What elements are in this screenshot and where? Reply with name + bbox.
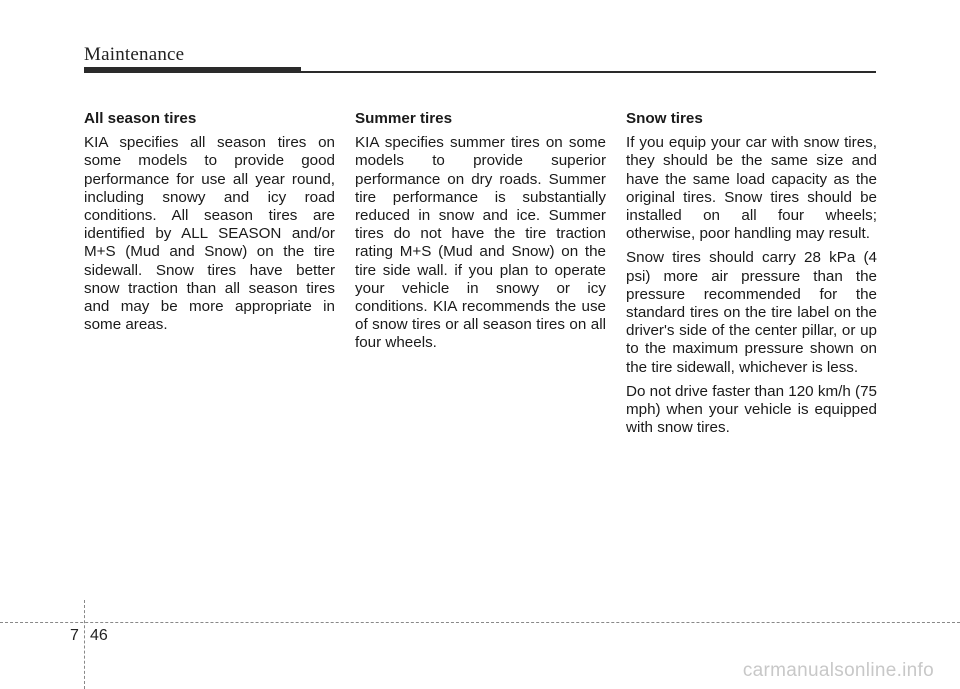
column-snow-tires	[626, 110, 877, 443]
column-heading: Snow tires	[626, 110, 703, 127]
watermark: carmanualsonline.info	[742, 660, 934, 681]
column-paragraph: Snow tires should carry 28 kPa (4 psi) more air pressure than the pressure recommended for the standard tires on the tire label on the driver's side of the center pillar, or up to the maximum pressure shown on the tire sidewall, whichever is less.	[626, 249, 877, 376]
column-heading: Summer tires	[355, 110, 453, 127]
column-all-season-tires	[84, 110, 335, 340]
header-rule-thin	[301, 71, 876, 73]
column-paragraph: Do not drive faster than 120 km/h (75 mph) when your vehicle is equipped with snow tires.	[626, 382, 877, 437]
chapter-number: 7	[70, 627, 79, 644]
page-number: 46	[90, 627, 108, 644]
column-heading: All season tires	[84, 110, 197, 127]
header-rule-thick	[84, 67, 301, 73]
column-summer-tires	[355, 110, 606, 359]
column-paragraph: KIA specifies all season tires on some models to provide good performance for use all year round, including snowy and icy road conditions. All season tires are identified by ALL SEASON and/or M+S (Mud and Snow) on the tire sidewall. Snow tires have better snow traction than all season tires and may be more appropriate in some areas.	[84, 134, 335, 334]
section-title: Maintenance	[84, 44, 185, 65]
footer-rule	[0, 622, 960, 623]
column-paragraph: KIA specifies summer tires on some models to provide superior performance on dry roads. Summer tire performance is substantially reduced in snow and ice. Summer tires do not have the tire traction rating M+S (Mud and Snow) on the tire side wall. if you plan to operate your vehicle in snowy or icy conditions. KIA recommends the use of snow tires or all season tires on all four wheels.	[355, 134, 606, 352]
footer-divider	[84, 600, 85, 689]
column-paragraph: If you equip your car with snow tires, they should be the same size and have the same load capacity as the original tires. Snow tires should be installed on all four wheels; otherwise, poor handling may result.	[626, 134, 877, 243]
